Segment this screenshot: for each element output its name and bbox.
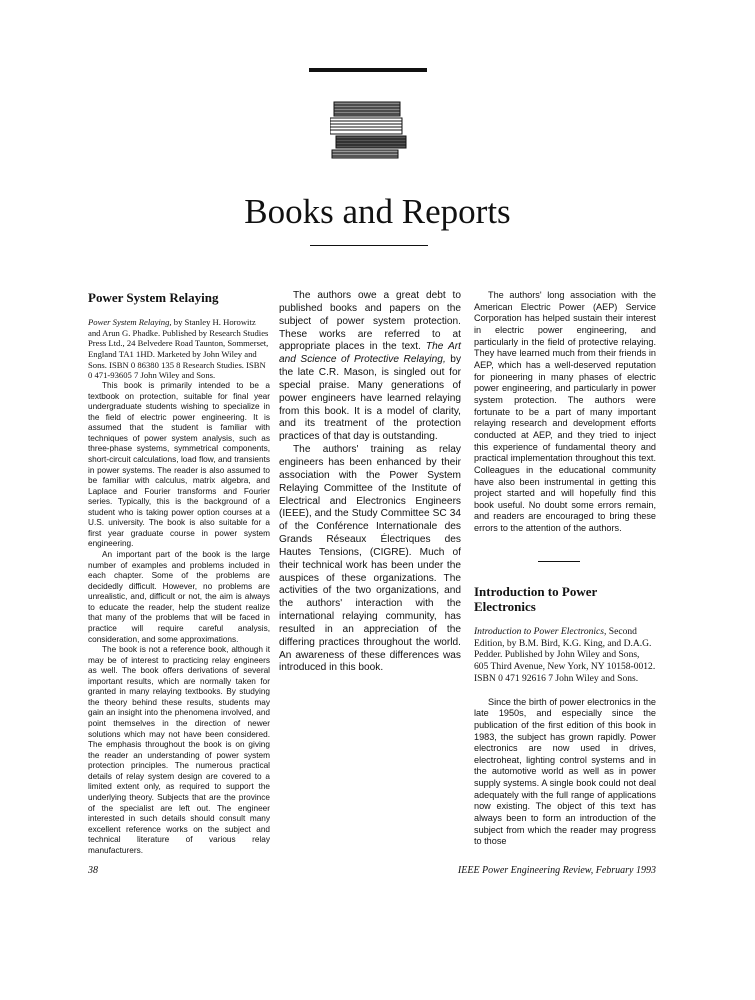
- article1-paragraph-4-a: The authors owe a great debt to published books and papers on the subject of power system protection. These works are referred to at appropriate places in the text.: [279, 290, 461, 353]
- article2-book-title: Introduction to Power Electronics,: [474, 625, 607, 637]
- column-3: [474, 290, 656, 848]
- article1-paragraph-3: The book is not a reference book, although it may be of interest to practicing relay engineers as well. The book offers derivations of several important results, which are normally taken for granted in many relaying textbooks. By studying the theory behind these results, students may gain an insight into the phenomena involved, and point themselves in the direction of newer solutions which may not have been considered. The emphasis throughout the book is on giving the reader an understanding of power system protection principles. The numerous practical details of relay system design are covered to a limited extent only, as required to support the underlying theory. Subjects that are the province of the specialist are left out. The engineer interested in such details should consult many excellent reference works on the subject and technical literature of various relay manufacturers.: [88, 645, 270, 855]
- article2-book-info: [474, 626, 656, 685]
- column-2: [279, 290, 461, 675]
- article1-paragraph-2: An important part of the book is the large number of examples and problems included in each chapter. Some of the problems are decidedly difficult. However, no problems are unrealistic, and, difficult or not, the aim is always to educate the reader, help the student realize that many of the problems that will be faced in practice will require careful analysis, consideration, and some approximations.: [88, 550, 270, 644]
- article2-book-details: Second Edition, by B.M. Bird, K.G. King, and D.A.G. Pedder. Published by John Wiley and Sons, 605 Third Avenue, New York, NY 10158-0012. ISBN 0 471 92616 7 John Wiley and Sons.: [474, 625, 656, 684]
- article1-paragraph-4-b: by the late C.R. Mason, is singled out for special praise. Many generations of power engineers have learned relaying from this book. It is a model of clarity, and its treatment of the protection practices of that day is outstanding.: [279, 354, 462, 443]
- page-title: Books and Reports: [244, 192, 511, 231]
- article1-book-details: by Stanley H. Horowitz and Arun G. Phadke. Published by Research Studies Press Ltd., 24 Belvedere Road Taunton, Sommerset, England TA1 1HD. Marketed by John Wiley and Sons. ISBN 0 86380 135 8 Research Studies. ISBN 0 471-93605 7 John Wiley and Sons.: [88, 317, 269, 381]
- article1-paragraph-5: The authors' training as relay engineers has been enhanced by their association with the Power System Relaying Committee of the Institute of Electrical and Electronics Engineers (IEEE), and the Study Committee SC 34 of the Conférence Internationale des Grands Réseaux Électriques des Hautes Tensions, (CIGRE). Much of their technical work has been under the auspices of these organizations. The activities of the two organizations, and the authors' interaction with the international relaying community, has resulted in an appreciation of the differing practices throughout the world. An awareness of these differences was introduced in this book.: [279, 444, 461, 674]
- article1-paragraph-6: The authors' long association with the American Electric Power (AEP) Service Corporation has helped sustain their interest in electric power engineering, and particularly in the field of protective relaying. They have learned much from their friends in AEP, which has a well-deserved reputation for pioneering in many phases of electric power engineering, and particularly in power system protection. The authors were fortunate to be a part of many important relaying research and development efforts conducted at AEP, and they tried to inject this experience of fundamental theory and practical implementation throughout this text. Colleagues in the educational community have also been instrumental in getting this project started and will hopefully find this book useful. No doubt some errors remain, and readers are encouraged to bring these errors to the attention of the authors.: [474, 290, 656, 534]
- article2-paragraph-1: Since the birth of power electronics in the late 1950s, and especially since the publication of the first edition of this book in 1983, the subject has grown rapidly. Power electronics are now used in drives, electroheat, lighting control systems and in the automotive world as well as in power supply systems. A single book could not deal adequately with the full range of applications now existing. The object of this text has always been to form an introduction of the subject from which the reader may progress to those: [474, 696, 656, 847]
- books-stack-icon: [330, 100, 408, 160]
- article1-paragraph-4: [279, 290, 461, 444]
- article1-heading: Power System Relaying: [88, 290, 219, 305]
- article2-heading: Introduction to Power Electronics: [474, 583, 598, 614]
- article1-book-info: [88, 317, 270, 381]
- article1-paragraph-4-italic: The Art and Science of Protective Relaying,: [279, 341, 461, 366]
- article1-book-title: Power System Relaying,: [88, 317, 172, 327]
- journal-footer: IEEE Power Engineering Review, February 1993: [457, 865, 656, 876]
- top-rule: [309, 68, 427, 72]
- section-divider: [538, 561, 580, 562]
- title-rule: [310, 245, 428, 246]
- article1-paragraph-1: This book is primarily intended to be a textbook on protection, suitable for final year undergraduate students wishing to specialize in the field of electric power engineering. It is assumed that the student is familiar with techniques of power system analysis, such as three-phase systems, symmetrical components, short-circuit calculations, load flow, and transients in power systems. The reader is also assumed to be familiar with calculus, matrix algebra, and Laplace and Fourier transforms and Fourier series. Typically, this is the background of a student who is taking power option courses at a U.S. university. The book is also suitable for a first year graduate course in power system engineering.: [88, 381, 270, 549]
- page-number: 38: [88, 865, 98, 876]
- column-1: [88, 290, 270, 856]
